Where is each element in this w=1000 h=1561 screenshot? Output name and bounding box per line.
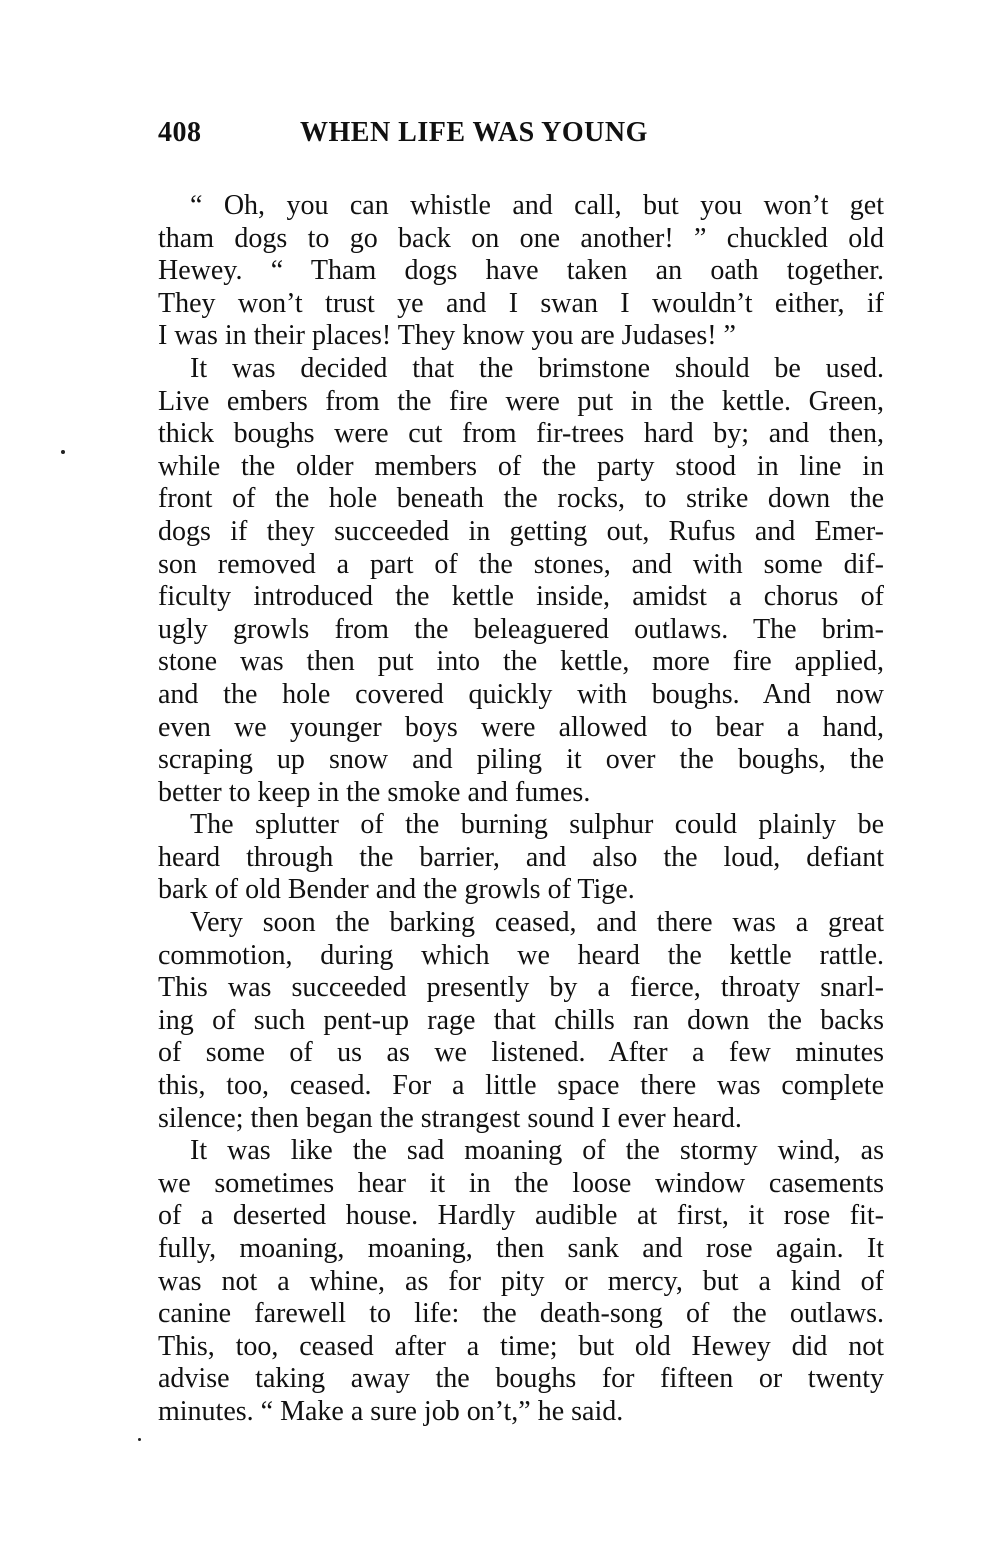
text-line: ing of such pent-up rage that chills ran down the backs — [158, 1004, 884, 1036]
text-line: of a deserted house. Hardly audible at first, it rose fit- — [158, 1200, 884, 1232]
page-number: 408 — [158, 117, 202, 148]
text-line: dogs if they succeeded in getting out, Rufus and Emer- — [158, 515, 884, 547]
text-line: commotion, during which we heard the kettle rattle. — [158, 939, 884, 971]
text-line: of some of us as we listened. After a few minutes — [158, 1037, 884, 1069]
book-title: WHEN LIFE WAS YOUNG — [300, 117, 648, 148]
scan-speck — [138, 1438, 141, 1441]
text-line: Very soon the barking ceased, and there was a great — [190, 907, 884, 939]
text-line: ficulty introduced the kettle inside, amidst a chorus of — [158, 581, 884, 613]
text-line: canine farewell to life: the death-song of the outlaws. — [158, 1298, 884, 1330]
scan-speck — [61, 450, 65, 454]
body-text — [158, 190, 884, 1429]
text-line: It was like the sad moaning of the stormy wind, as — [190, 1135, 884, 1167]
text-line: son removed a part of the stones, and with some dif- — [158, 548, 884, 580]
text-line: Live embers from the fire were put in the kettle. Green, — [158, 385, 884, 417]
text-line: heard through the barrier, and also the loud, defiant — [158, 841, 884, 873]
text-line: we sometimes hear it in the loose window casements — [158, 1167, 884, 1199]
text-line: front of the hole beneath the rocks, to strike down the — [158, 483, 884, 515]
text-line: and the hole covered quickly with boughs. And now — [158, 678, 884, 710]
text-line: scraping up snow and piling it over the boughs, the — [158, 744, 884, 776]
text-line: This, too, ceased after a time; but old Hewey did not — [158, 1330, 884, 1362]
text-line: advise taking away the boughs for fifteen or twenty — [158, 1363, 884, 1395]
text-line: minutes. “ Make a sure job on’t,” he said. — [158, 1395, 624, 1427]
running-head — [158, 117, 758, 157]
text-line: while the older members of the party stood in line in — [158, 450, 884, 482]
text-line: ugly growls from the beleaguered outlaws. The brim- — [158, 613, 884, 645]
text-line: They won’t trust ye and I swan I wouldn’t either, if — [158, 287, 884, 319]
text-line: The splutter of the burning sulphur could plainly be — [190, 809, 884, 841]
text-line: “ Oh, you can whistle and call, but you won’t get — [190, 190, 884, 221]
text-line: this, too, ceased. For a little space there was complete — [158, 1070, 884, 1102]
text-line: I was in their places! They know you are Judases! ” — [158, 320, 736, 352]
text-line: even we younger boys were allowed to bear a hand, — [158, 711, 884, 743]
text-line: It was decided that the brimstone should be used. — [190, 352, 884, 384]
text-line: stone was then put into the kettle, more fire applied, — [158, 646, 884, 678]
text-line: tham dogs to go back on one another! ” chuckled old — [158, 222, 884, 254]
text-line: thick boughs were cut from fir-trees hard by; and then, — [158, 418, 884, 450]
text-line: was not a whine, as for pity or mercy, but a kind of — [158, 1265, 884, 1297]
text-line: bark of old Bender and the growls of Tige. — [158, 874, 635, 906]
text-line: Hewey. “ Tham dogs have taken an oath together. — [158, 255, 884, 287]
text-line: better to keep in the smoke and fumes. — [158, 776, 591, 808]
text-line: silence; then began the strangest sound I ever heard. — [158, 1102, 742, 1134]
text-line: This was succeeded presently by a fierce, throaty snarl- — [158, 972, 884, 1004]
text-line: fully, moaning, moaning, then sank and rose again. It — [158, 1233, 884, 1264]
